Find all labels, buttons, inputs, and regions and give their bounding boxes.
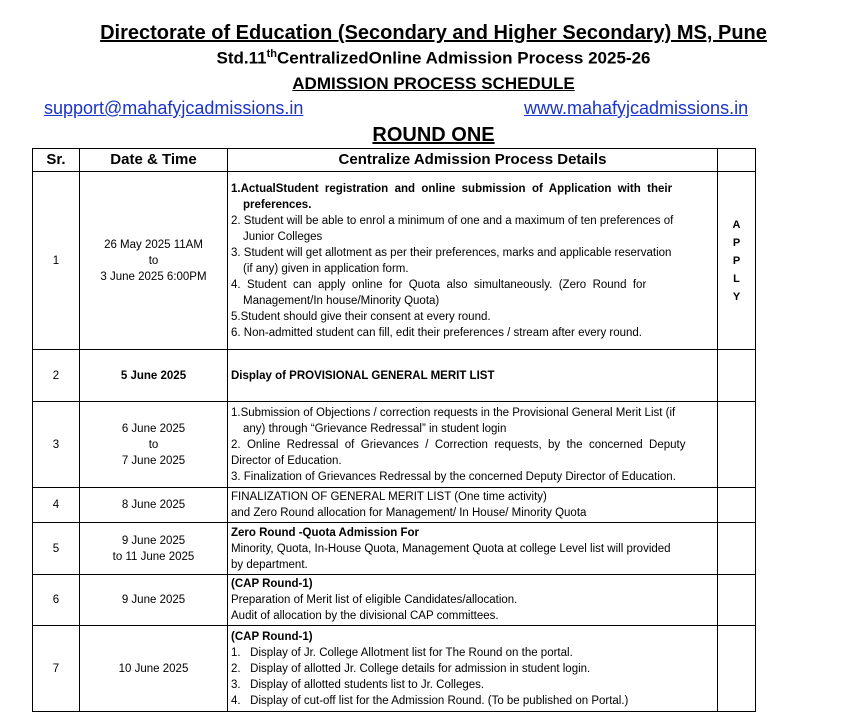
table-row [33, 523, 756, 575]
date-line: 5 June 2025 [120, 369, 187, 382]
detail-line: 1. Display of Jr. College Allotment list for The Round on the portal. [231, 646, 573, 659]
table-row [33, 172, 756, 350]
detail-line: 1.ActualStudent registration and online submission of Application with their [231, 182, 673, 195]
header-date-time: Date & Time [80, 149, 228, 172]
detail-line: Minority, Quota, In-House Quota, Management Quota at college Level list will provided [231, 542, 671, 555]
date-line: to 11 June 2025 [112, 550, 195, 563]
date-line: 8 June 2025 [121, 499, 186, 511]
header-sr: Sr. [33, 149, 80, 172]
date-line: 7 June 2025 [121, 454, 186, 467]
row-details-cell [228, 172, 718, 350]
detail-line: Director of Education. [231, 454, 342, 467]
date-line: to [148, 438, 159, 451]
header-details: Centralize Admission Process Details [228, 149, 718, 172]
detail-line: 2. Student will be able to enrol a minimum of one and a maximum of ten preferences of [231, 214, 674, 227]
apply-letter: Y [732, 290, 741, 303]
row-details-cell [228, 402, 718, 488]
row-details-cell [228, 523, 718, 575]
table-header-row [33, 149, 756, 172]
table-row [33, 402, 756, 488]
apply-letter: A [732, 218, 741, 231]
subtitle-pre: Std.11 [216, 48, 267, 68]
row-sr-cell: 1 [33, 172, 80, 350]
support-email-link[interactable]: support@mahafyjcadmissions.in [44, 98, 304, 118]
row-details-cell [228, 488, 718, 523]
detail-line: 2. Online Redressal of Grievances / Correction requests, by the concerned Deputy [231, 438, 686, 451]
document-subtitle [0, 48, 867, 69]
apply-letter: L [733, 272, 740, 285]
table-row [33, 488, 756, 523]
detail-line: 3. Finalization of Grievances Redressal by the concerned Deputy Director of Education. [231, 470, 676, 483]
row-date-cell [80, 575, 228, 626]
date-line: 10 June 2025 [118, 662, 189, 675]
detail-line: any) through “Grievance Redressal” in student login [243, 422, 507, 435]
apply-empty-cell [718, 402, 756, 488]
detail-line: Display of PROVISIONAL GENERAL MERIT LIST [231, 369, 495, 382]
subtitle-post: CentralizedOnline Admission Process 2025-26 [276, 48, 651, 68]
detail-line: (CAP Round-1) [231, 578, 313, 590]
detail-line: (if any) given in application form. [243, 262, 409, 275]
apply-letter: P [732, 236, 741, 249]
detail-line: FINALIZATION OF GENERAL MERIT LIST (One time activity) [231, 491, 547, 503]
row-sr-cell: 7 [33, 626, 80, 712]
row-sr-cell: 2 [33, 350, 80, 402]
detail-line: Management/In house/Minority Quota) [243, 294, 440, 307]
round-heading: ROUND ONE [372, 124, 495, 146]
row-sr-cell: 3 [33, 402, 80, 488]
detail-line: and Zero Round allocation for Management/ In House/ Minority Quota [231, 507, 587, 519]
apply-letter: P [732, 254, 741, 267]
row-sr-cell: 5 [33, 523, 80, 575]
table-row [33, 626, 756, 712]
date-line: 6 June 2025 [121, 422, 186, 435]
detail-line: preferences. [243, 198, 312, 211]
apply-empty-cell [718, 523, 756, 575]
subtitle-sup: th [266, 48, 277, 60]
date-line: 3 June 2025 6:00PM [100, 270, 207, 283]
detail-line: by department. [231, 558, 308, 571]
apply-empty-cell [718, 626, 756, 712]
detail-line: 4. Display of cut-off list for the Admission Round. (To be published on Portal.) [231, 694, 629, 707]
detail-line: 2. Display of allotted Jr. College details for admission in student login. [231, 662, 591, 675]
schedule-heading: ADMISSION PROCESS SCHEDULE [292, 74, 575, 93]
row-details-cell [228, 350, 718, 402]
apply-cell [718, 172, 756, 350]
row-date-cell [80, 523, 228, 575]
detail-line: Audit of allocation by the divisional CAP committees. [231, 610, 499, 622]
row-date-cell [80, 402, 228, 488]
detail-line: Preparation of Merit list of eligible Candidates/allocation. [231, 594, 518, 606]
detail-line: 4. Student can apply online for Quota also simultaneously. (Zero Round for [231, 278, 647, 291]
table-row [33, 350, 756, 402]
document-title: Directorate of Education (Secondary and Higher Secondary) MS, Pune [100, 22, 767, 44]
detail-line: (CAP Round-1) [231, 630, 313, 643]
detail-line: 3. Student will get allotment as per their preferences, marks and applicable reservation [231, 246, 672, 259]
row-date-cell [80, 488, 228, 523]
detail-line: 3. Display of allotted students list to Jr. Colleges. [231, 678, 485, 691]
row-sr-cell: 4 [33, 488, 80, 523]
row-date-cell [80, 172, 228, 350]
header-apply [718, 149, 756, 172]
date-line: 26 May 2025 11AM [104, 238, 203, 251]
row-details-cell [228, 626, 718, 712]
detail-line: 1.Submission of Objections / correction requests in the Provisional General Merit List (if [231, 406, 676, 419]
date-line: 9 June 2025 [121, 534, 186, 547]
apply-empty-cell [718, 575, 756, 626]
detail-line: Junior Colleges [243, 230, 323, 243]
apply-empty-cell [718, 350, 756, 402]
date-line: to [148, 254, 159, 267]
website-link[interactable]: www.mahafyjcadmissions.in [524, 98, 749, 118]
date-line: 9 June 2025 [121, 594, 186, 606]
detail-line: 6. Non-admitted student can fill, edit their preferences / stream after every round. [231, 326, 643, 339]
apply-empty-cell [718, 488, 756, 523]
detail-line: 5.Student should give their consent at every round. [231, 310, 491, 323]
row-date-cell [80, 626, 228, 712]
detail-line: Zero Round -Quota Admission For [231, 526, 420, 539]
table-row [33, 575, 756, 626]
row-date-cell [80, 350, 228, 402]
row-details-cell [228, 575, 718, 626]
schedule-table [32, 148, 756, 712]
row-sr-cell: 6 [33, 575, 80, 626]
